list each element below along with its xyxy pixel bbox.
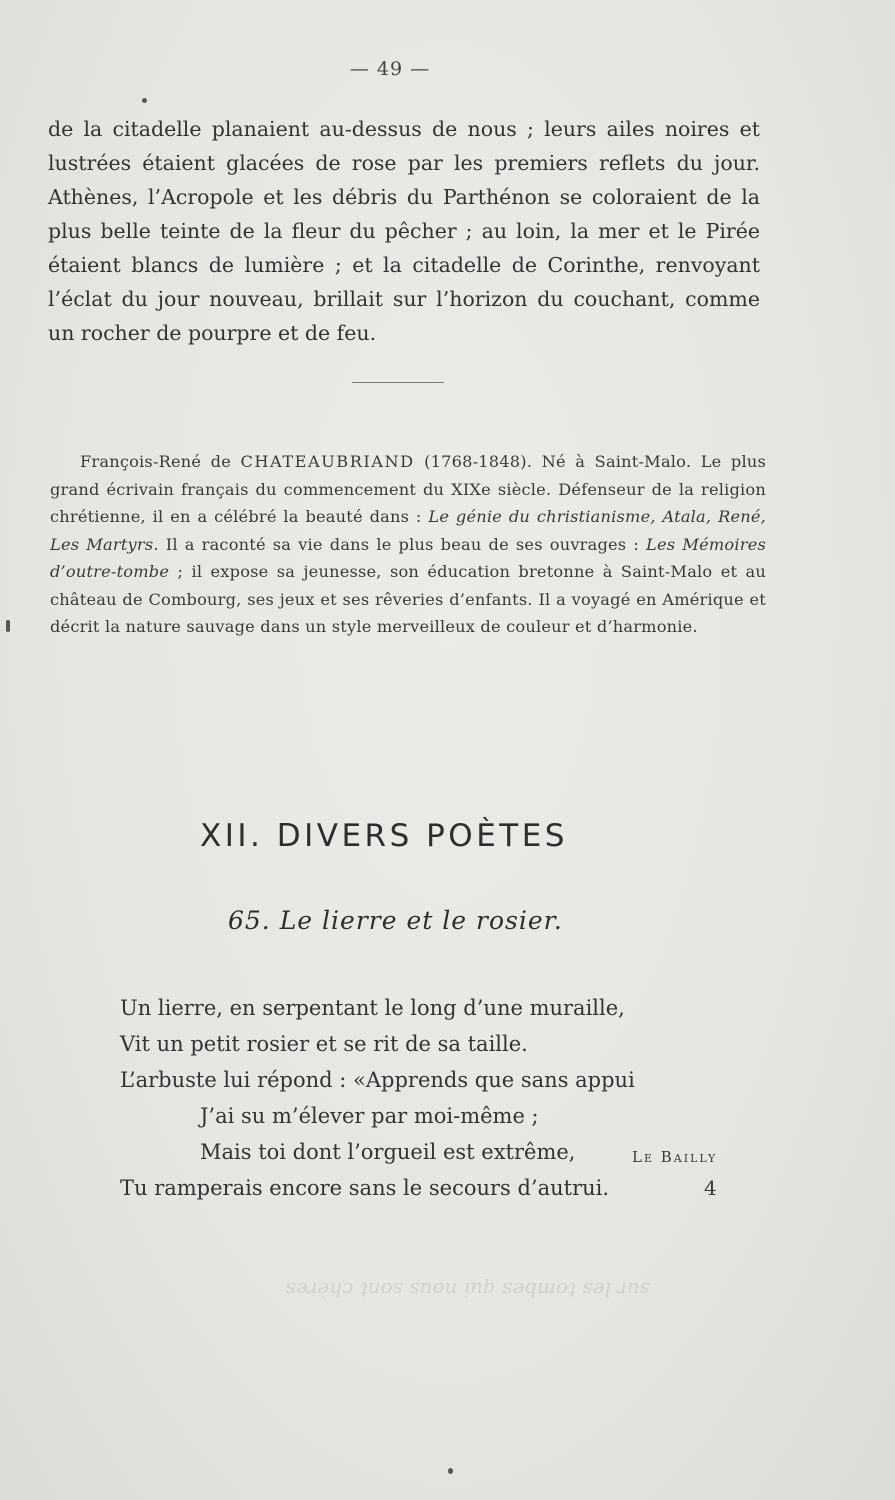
poem-line: L’arbuste lui répond : «Apprends que sans appui — [120, 1068, 635, 1092]
poem-line: J’ai su m’élever par moi-même ; — [200, 1104, 539, 1128]
signature-mark: 4 — [704, 1176, 717, 1200]
bio-works-list: Le génie du christianisme, Atala, René, Les Martyrs — [50, 507, 766, 554]
ink-speck — [6, 620, 10, 632]
author-biography — [50, 448, 766, 641]
poem-line: Mais toi dont l’orgueil est extrême, — [200, 1140, 576, 1164]
poem-line: Tu ramperais encore sans le secours d’autrui. — [120, 1176, 610, 1200]
show-through-text: sur les tombes qui nous sont chères — [285, 1278, 650, 1302]
poem-body — [120, 990, 760, 1206]
bio-text-3: ; il expose sa jeunesse, son éducation bretonne à Saint-Malo et au château de Combourg, ses jeux et ses rêveries d’enfants. Il a voyagé en Amérique et décrit la nature sauvage dans un style merveilleux de couleur et d’harmonie. — [50, 562, 766, 636]
ink-speck — [142, 98, 147, 103]
poem-line: Vit un petit rosier et se rit de sa taille. — [120, 1032, 528, 1056]
bio-text-1: (1768-1848). Né à Saint-Malo. Le plus grand écrivain français du commencement du XIXe siècle. Défenseur de la religion chrétienne, il en a célébré la beauté dans : — [50, 452, 766, 526]
divider-rule — [352, 382, 444, 383]
bio-lead: François-René de — [80, 452, 232, 471]
bio-author-name: CHATEAUBRIAND — [240, 452, 415, 471]
page-number: — 49 — — [349, 58, 431, 80]
bio-text-2: . Il a raconté sa vie dans le plus beau de ses ouvrages : — [153, 534, 647, 554]
poem-author: Le Bailly — [632, 1148, 718, 1166]
ink-speck — [448, 1468, 453, 1474]
poem-title: 65. Le lierre et le rosier. — [228, 906, 563, 935]
biography-paragraph — [50, 448, 766, 641]
poem-line: Un lierre, en serpentant le long d’une muraille, — [120, 996, 625, 1020]
prose-paragraph: de la citadelle planaient au-dessus de nous ; leurs ailes noires et lustrées étaient glacées de rose par les premiers reflets du jour. Athènes, l’Acropole et les débris du Parthénon se coloraient de la plus belle teinte de la fleur du pêcher ; au loin, la mer et le Pirée étaient blancs de lumière ; et la citadelle de Corinthe, renvoyant l’éclat du jour nouveau, brillait sur l’horizon du couchant, comme un rocher de pourpre et de feu. — [48, 117, 760, 345]
prose-passage — [48, 112, 760, 350]
section-heading: XII. DIVERS POÈTES — [200, 818, 568, 854]
bio-memoir-title: Les Mémoires d’outre-tombe — [50, 534, 766, 581]
